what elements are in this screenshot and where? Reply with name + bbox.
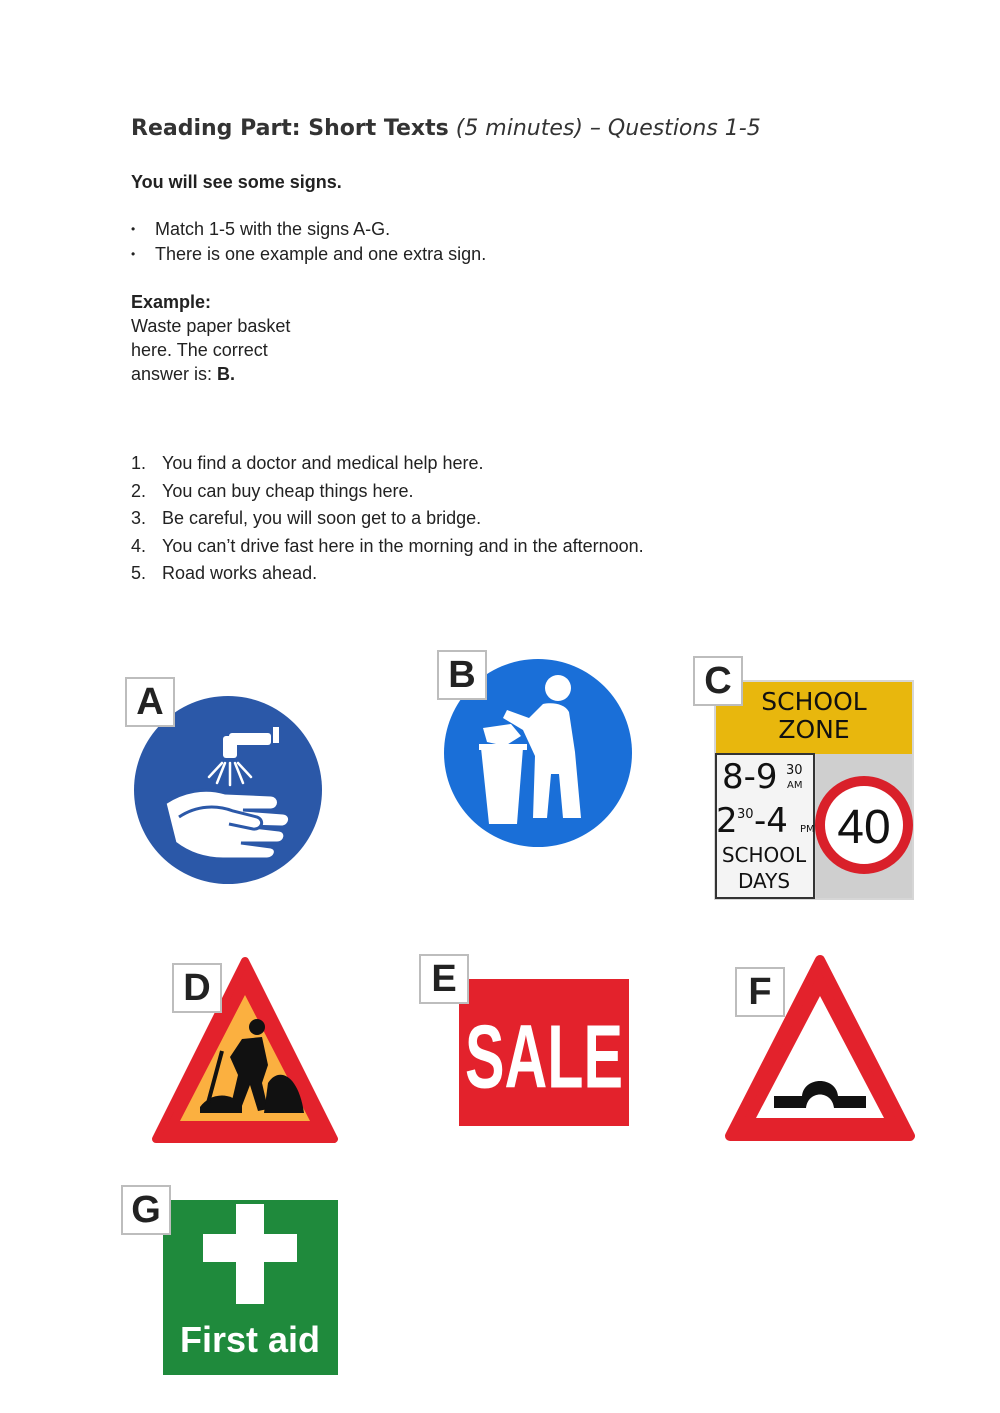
question-list (131, 450, 644, 588)
instructions-heading: You will see some signs. (131, 172, 342, 192)
sign-label-f: F (735, 967, 785, 1017)
bullet-text: There is one example and one extra sign. (155, 244, 487, 264)
question-number: 2. (131, 480, 147, 501)
sale-sign (459, 979, 629, 1126)
zone-line-2: ZONE (778, 715, 850, 744)
time-2-minutes: 30 (737, 807, 754, 822)
sign-label-d: D (172, 963, 222, 1013)
time-1-minutes: 30 (786, 763, 803, 778)
question-number: 4. (131, 535, 147, 556)
example-block (131, 290, 291, 386)
question-number: 3. (131, 508, 147, 529)
sign-label-a: A (125, 677, 175, 727)
question-item (131, 450, 644, 478)
first-aid-text: First aid (179, 1319, 321, 1360)
sign-label-e: E (419, 954, 469, 1004)
list-item (131, 242, 486, 267)
time-2-start: 2 (716, 801, 738, 841)
question-text: You find a doctor and medical help here. (162, 453, 484, 473)
question-text: You can buy cheap things here. (162, 480, 414, 501)
sign-label-b: B (437, 650, 487, 700)
question-number: 1. (131, 453, 147, 473)
question-text: You can’t drive fast here in the morning and in the afternoon. (162, 535, 644, 556)
example-label: Example: (131, 292, 212, 312)
example-text: Waste paper basket here. The correct answer is: (131, 316, 291, 384)
school-zone-sign (714, 680, 914, 900)
question-item (131, 560, 644, 588)
first-aid-icon (163, 1200, 338, 1375)
time-2-period: PM (800, 824, 815, 835)
zone-line-1: SCHOOL (761, 687, 867, 716)
title-sub: (5 minutes) – Questions 1-5 (455, 116, 761, 141)
question-item (131, 533, 644, 561)
question-text: Be careful, you will soon get to a bridge. (162, 508, 482, 529)
bullet-text: Match 1-5 with the signs A-G. (155, 219, 391, 239)
bullet-marker: • (131, 247, 136, 261)
example-answer: B. (217, 364, 236, 384)
question-text: Road works ahead. (162, 563, 318, 584)
days-line-2: DAYS (737, 869, 791, 893)
instructions-list (131, 217, 486, 267)
question-item (131, 505, 644, 533)
sign-label-c: C (693, 656, 743, 706)
page-title (131, 116, 761, 141)
sign-label-g: G (121, 1185, 171, 1235)
time-1: 8-9 (722, 757, 778, 797)
bullet-marker: • (131, 222, 136, 236)
time-1-period: AM (787, 780, 803, 791)
sale-text: SALE (464, 1007, 624, 1108)
list-item (131, 217, 486, 242)
time-2-end: -4 (754, 801, 788, 841)
days-line-1: SCHOOL (721, 843, 807, 867)
title-main: Reading Part: Short Texts (131, 116, 449, 141)
question-number: 5. (131, 563, 147, 584)
question-item (131, 478, 644, 506)
speed-limit: 40 (837, 801, 891, 854)
